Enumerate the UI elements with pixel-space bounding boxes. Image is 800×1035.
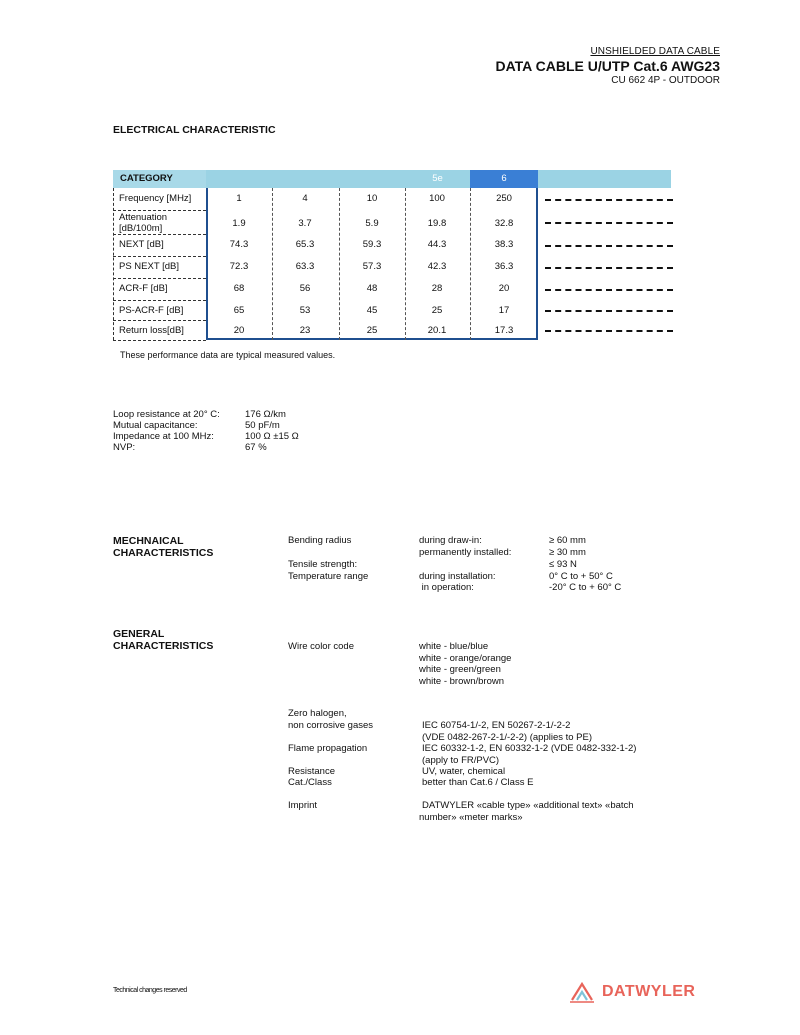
mech-name: Bending radius [288,535,352,546]
table-row-label: PS-ACR-F [dB] [119,305,184,316]
zero-halogen-label-2: non corrosive gases [288,720,374,731]
table-cell: 250 [496,193,512,204]
table-cell: 20 [233,325,245,336]
imprint-label: Imprint [288,800,318,811]
table-cell: 56 [299,283,311,294]
table-cell: 25 [431,305,443,316]
label-column-border [113,188,206,340]
table-cell: 20.1 [427,325,447,336]
wire-color-item: white - blue/blue [419,641,489,652]
resistance-value: UV, water, chemical [422,766,506,777]
flame-value: IEC 60332-1-2, EN 60332-1-2 (VDE 0482-332-1-2) [422,743,637,754]
table-cell: 74.3 [229,239,249,250]
table-cell: 42.3 [427,261,447,272]
mechanical-properties [288,535,708,595]
resistance-label: Resistance [288,766,335,777]
table-row-label: NEXT [dB] [119,239,164,250]
table-cell: 63.3 [295,261,315,272]
mechanical-heading [113,535,213,559]
logo-mark-icon [568,980,596,1004]
table-cell: 65 [233,305,245,316]
column-separator [470,188,471,340]
flame-label: Flame propagation [288,743,368,754]
property-label: Impedance at 100 MHz: [113,431,214,442]
class-5e-label: 5e [432,173,443,184]
catclass-value: better than Cat.6 / Class E [422,777,534,788]
table-row-label: ACR-F [dB] [119,283,168,294]
mech-value: -20° C to + 60° C [549,582,622,593]
table-cell: 65.3 [295,239,315,250]
table-row-label: Frequency [MHz] [119,193,192,204]
column-separator [272,188,273,340]
table-cell: 38.3 [494,239,514,250]
mech-condition: in operation: [419,582,474,593]
property-value: 176 Ω/km [245,409,286,420]
table-cell: 4 [302,193,308,204]
table-cell: 23 [299,325,311,336]
table-row-label: Attenuation [dB/100m] [119,212,168,234]
electrical-properties [113,409,413,457]
table-cell: 25 [366,325,378,336]
mech-condition: permanently installed: [419,547,512,558]
table-cell: 72.3 [229,261,249,272]
datwyler-logo [568,980,695,1004]
class-6-label: 6 [470,170,538,188]
property-label: NVP: [113,442,136,453]
row-dash-line [545,289,673,291]
mechanical-heading-line1: MECHNAICAL [113,535,184,547]
category-label: CATEGORY [113,170,206,188]
table-cell: 28 [431,283,443,294]
row-dash-line [545,222,673,224]
row-dash-line [545,245,673,247]
mech-value: ≤ 93 N [549,559,577,570]
wire-color-label: Wire color code [288,641,354,652]
table-row-label: Return loss[dB] [119,325,184,336]
brand-name: DATWYLER [602,983,696,1000]
column-separator [405,188,406,340]
mech-value: ≥ 60 mm [549,535,586,546]
mechanical-heading-line2: CHARACTERISTICS [113,547,214,559]
table-cell: 100 [429,193,445,204]
imprint-value-2: number» «meter marks» [419,812,523,823]
document-subtitle: CU 662 4P - OUTDOOR [611,75,720,86]
row-dash-line [545,267,673,269]
imprint-value: DATWYLER «cable type» «additional text» «batch [422,800,634,811]
table-cell: 57.3 [362,261,382,272]
footer-note: Technical changes reserved [113,987,187,994]
mech-value: 0° C to + 50° C [549,571,613,582]
property-value: 100 Ω ±15 Ω [245,431,299,442]
row-dash-line [545,199,673,201]
zero-halogen-value-2: (VDE 0482-267-2-1/-2-2) (applies to PE) [422,732,593,743]
table-cell: 17 [498,305,510,316]
property-value: 50 pF/m [245,420,280,431]
row-divider [113,340,206,341]
table-cell: 36.3 [494,261,514,272]
electrical-heading: ELECTRICAL CHARACTERISTIC [113,124,276,136]
general-heading [113,628,213,652]
wire-color-item: white - orange/orange [419,653,512,664]
table-cell: 32.8 [494,218,514,229]
table-cell: 68 [233,283,245,294]
table-cell: 20 [498,283,510,294]
general-heading-line2: CHARACTERISTICS [113,640,214,652]
mech-name: Tensile strength: [288,559,358,570]
wire-color-item: white - brown/brown [419,676,505,687]
table-cell: 3.7 [298,218,312,229]
table-cell: 19.8 [427,218,447,229]
electrical-table [113,170,673,342]
table-cell: 5.9 [365,218,379,229]
row-dash-line [545,310,673,312]
mech-condition: during installation: [419,571,496,582]
general-heading-line1: GENERAL [113,628,165,640]
table-cell: 45 [366,305,378,316]
table-row-label: PS NEXT [dB] [119,261,180,272]
property-label: Loop resistance at 20° C: [113,409,220,420]
general-properties [288,641,708,831]
document-type-label: UNSHIELDED DATA CABLE [590,46,720,57]
table-cell: 53 [299,305,311,316]
table-note: These performance data are typical measured values. [120,350,336,360]
zero-halogen-value: IEC 60754-1/-2, EN 50267-2-1/-2-2 [422,720,571,731]
row-dash-line [545,330,673,332]
wire-color-item: white - green/green [419,664,501,675]
flame-value-2: (apply to FR/PVC) [422,755,500,766]
document-title: DATA CABLE U/UTP Cat.6 AWG23 [495,58,720,74]
table-cell: 17.3 [494,325,514,336]
mech-value: ≥ 30 mm [549,547,586,558]
catclass-label: Cat./Class [288,777,332,788]
mech-condition: during draw-in: [419,535,482,546]
table-cell: 1.9 [232,218,246,229]
table-cell: 48 [366,283,378,294]
table-cell: 59.3 [362,239,382,250]
column-separator [339,188,340,340]
table-cell: 1 [236,193,242,204]
table-cell: 10 [366,193,378,204]
property-label: Mutual capacitance: [113,420,198,431]
mech-name: Temperature range [288,571,369,582]
zero-halogen-label: Zero halogen, [288,708,347,719]
table-cell: 44.3 [427,239,447,250]
property-value: 67 % [245,442,267,453]
